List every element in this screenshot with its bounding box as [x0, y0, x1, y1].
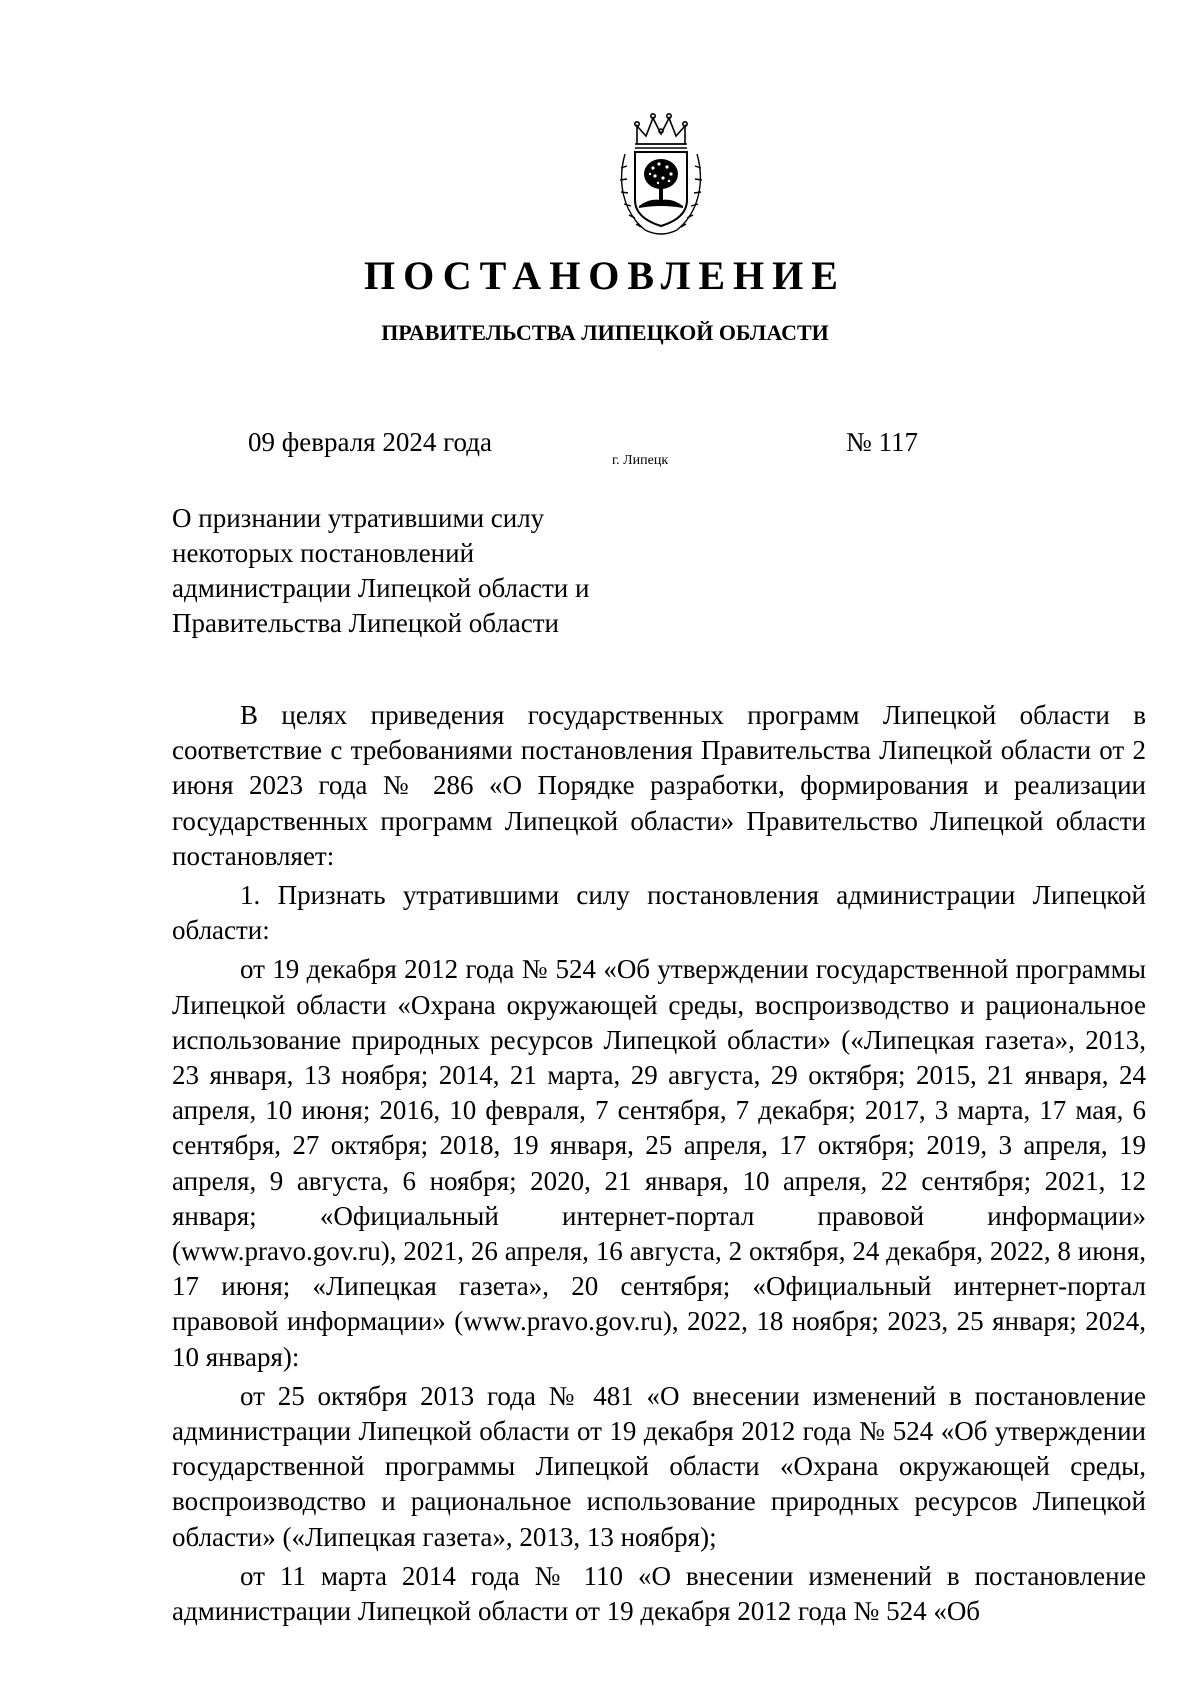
title-line: администрации Липецкой области и — [172, 573, 590, 603]
document-type-heading: ПОСТАНОВЛЕНИЕ — [364, 253, 846, 298]
document-number: № 117 — [846, 427, 919, 457]
body-paragraph-resolution-524: от 19 декабря 2012 года № 524 «Об утверждении государственной программы Липецкой области «Охрана окружающей среды, воспроизводство и рациональное использование природных ресурсов Липецкой области» («Липецкая газета», 2013, 23 января, 13 ноября; 2014, 21 марта, 29 августа, 29 октября; 2015, 21 января, 24 апреля, 10 июня; 2016, 10 февраля, 7 сентября, 7 декабря; 2017, 3 марта, 17 мая, 6 сентября, 27 октября; 2018, 19 января, 25 апреля, 17 октября; 2019, 3 апреля, 19 апреля, 9 августа, 6 ноября; 2020, 21 января, 10 апреля, 22 сентября; 2021, 12 января; «Официальный интернет-портал правовой информации» (www.pravo.gov.ru), 2021, 26 апреля, 16 августа, 2 октября, 24 декабря, 2022, 8 июня, 17 июня; «Липецкая газета», 20 сентября; «Официальный интернет-портал правовой информации» (www.pravo.gov.ru), 2022, 18 ноября; 2023, 25 января; 2024, 10 января): — [172, 954, 1146, 1372]
document-body — [172, 698, 1146, 1629]
coat-of-arms-emblem — [615, 112, 707, 240]
body-paragraph-resolution-481: от 25 октября 2013 года № 481 «О внесении изменений в постановление администрации Липецкой области от 19 декабря 2012 года № 524 «Об утверждении государственной программы Липецкой области «Охрана окружающей среды, воспроизводство и рациональное использование природных ресурсов Липецкой области» («Липецкая газета», 2013, 13 ноября); — [172, 1380, 1146, 1552]
document-title — [172, 501, 672, 641]
title-line: некоторых постановлений — [172, 538, 475, 568]
body-paragraph-item-1: 1. Признать утратившими силу постановления администрации Липецкой области: — [172, 880, 1146, 946]
body-paragraph-resolution-110: от 11 марта 2014 года № 110 «О внесении изменений в постановление администрации Липецкой области от 19 декабря 2012 года № 524 «Об — [172, 1560, 1146, 1627]
body-paragraph-preamble: В целях приведения государственных программ Липецкой области в соответствие с требованиями постановления Правительства Липецкой области от 2 июня 2023 года № 286 «О Порядке разработки, формирования и реализации государственных программ Липецкой области» Правительство Липецкой области постановляет: — [172, 700, 1146, 871]
title-line: О признании утратившими силу — [172, 503, 545, 533]
document-city: г. Липецк — [612, 453, 669, 468]
issuer-heading: ПРАВИТЕЛЬСТВА ЛИПЕЦКОЙ ОБЛАСТИ — [381, 320, 829, 345]
document-date: 09 февраля 2024 года — [248, 427, 492, 457]
title-line: Правительства Липецкой области — [172, 608, 560, 638]
